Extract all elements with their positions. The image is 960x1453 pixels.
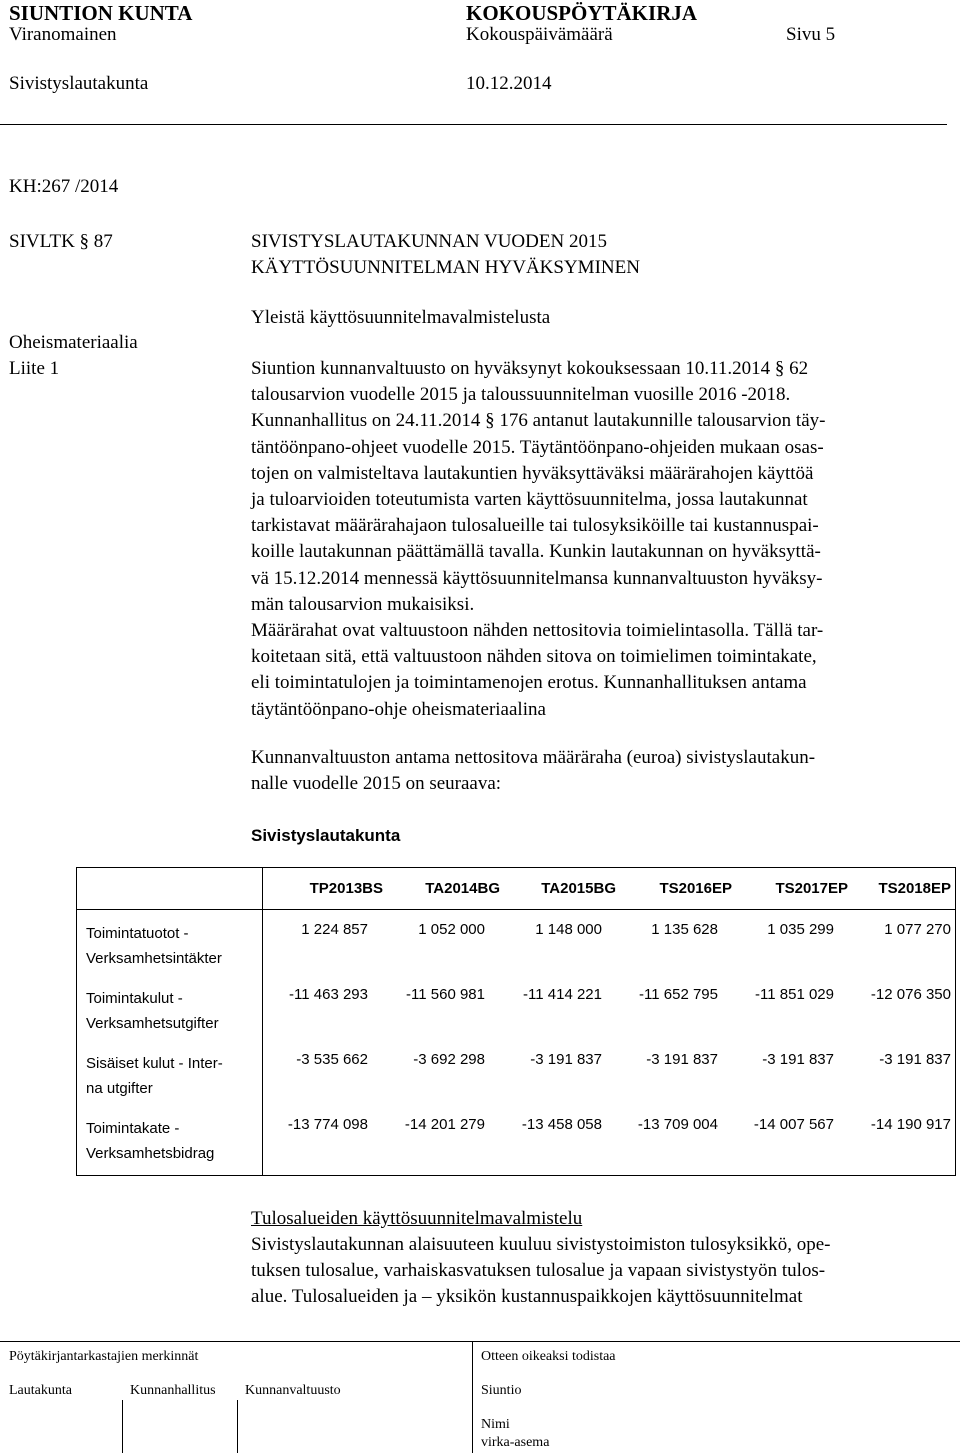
footer-title-label: virka-asema — [481, 1435, 550, 1450]
paragraph-3 — [251, 1232, 941, 1311]
footer-col-divider — [237, 1400, 238, 1453]
table-cell: -14 007 567 — [753, 1116, 834, 1133]
para2-line: nalle vuodelle 2015 on seuraava: — [251, 773, 502, 795]
para1-line: vä 15.12.2014 mennessä käyttösuunnitelmansa kunnanvaltuuston hyväksy- — [251, 567, 823, 589]
row-label-line2: na utgifter — [86, 1080, 153, 1097]
col-header-ta2015bg: TA2015BG — [541, 880, 616, 897]
table-cell: -14 201 279 — [404, 1116, 485, 1133]
table-row-label — [86, 1116, 214, 1166]
case-title-line1: SIVISTYSLAUTAKUNNAN VUODEN 2015 — [251, 231, 607, 252]
table-cell: 1 035 299 — [767, 921, 834, 938]
footer-kunnanhallitus: Kunnanhallitus — [130, 1383, 216, 1398]
table-cell: 1 224 857 — [301, 921, 368, 938]
sivltk-reference: SIVLTK § 87 — [9, 231, 113, 252]
footer-name-label: Nimi — [481, 1417, 510, 1432]
case-title-line2: KÄYTTÖSUUNNITELMAN HYVÄKSYMINEN — [251, 257, 640, 278]
para1-line: täytäntöönpano-ohje oheismateriaalina — [251, 698, 546, 720]
table-column-divider — [262, 868, 263, 1175]
table-cell: -3 191 837 — [762, 1051, 834, 1068]
para1-line: ja tuloarvioiden toteutumista varten käyttösuunnitelma, jossa lautakunnat — [251, 489, 808, 511]
table-cell: 1 148 000 — [535, 921, 602, 938]
row-label-line1: Sisäiset kulut - Inter- — [86, 1055, 223, 1072]
para1-line: tojen on valmisteltava lautakuntien hyväksyttäväksi määrärahojen käyttöä — [251, 462, 814, 484]
table-cell: 1 052 000 — [418, 921, 485, 938]
footer-center-divider — [472, 1341, 473, 1453]
col-header-ts2016ep: TS2016EP — [659, 880, 732, 897]
attachment-ref: Liite 1 — [9, 358, 60, 379]
col-header-ta2014bg: TA2014BG — [425, 880, 500, 897]
header-divider — [0, 124, 947, 125]
footer-place: Siuntio — [481, 1383, 522, 1398]
paragraph-2 — [251, 745, 941, 797]
paragraph-1 — [251, 356, 941, 723]
authority-label: Viranomainen — [9, 24, 117, 45]
table-row-label — [86, 986, 219, 1036]
para3-line: Sivistyslautakunnan alaisuuteen kuuluu sivistystoimiston tulosyksikkö, ope- — [251, 1234, 831, 1255]
finance-table — [76, 867, 956, 1176]
para2-line: Kunnanvaltuuston antama nettositova määräraha (euroa) sivistyslautakun- — [251, 747, 816, 768]
para3-line: alue. Tulosalueiden ja – yksikön kustannuspaikkojen käyttösuunnitelmat — [251, 1286, 803, 1308]
table-cell: -3 191 837 — [646, 1051, 718, 1068]
footer-lautakunta: Lautakunta — [9, 1383, 72, 1398]
para1-line: Kunnanhallitus on 24.11.2014 § 176 antanut lautakunnille talousarvion täy- — [251, 410, 826, 432]
para1-line: eli toimintatulojen ja toimintamenojen erotus. Kunnanhallituksen antama — [251, 672, 807, 694]
footer-divider — [0, 1341, 960, 1342]
table-cell: -13 774 098 — [287, 1116, 368, 1133]
row-label-line2: Verksamhetsutgifter — [86, 1015, 219, 1032]
col-header-tp2013bs: TP2013BS — [309, 880, 383, 897]
para1-line: Siuntion kunnanvaltuusto on hyväksynyt kokouksessaan 10.11.2014 § 62 — [251, 358, 809, 379]
para3-line: tuksen tulosalue, varhaiskasvatuksen tulosalue ja vapaan sivistystyön tulos- — [251, 1260, 826, 1282]
col-header-ts2017ep: TS2017EP — [775, 880, 848, 897]
table-header-divider — [77, 909, 955, 910]
table-cell: -13 709 004 — [637, 1116, 718, 1133]
para1-line: koitetaan sitä, että valtuustoon nähden sitova on toimielimen toimintakate, — [251, 646, 817, 668]
table-cell: 1 135 628 — [651, 921, 718, 938]
table-heading: Sivistyslautakunta — [251, 826, 401, 845]
row-label-line2: Verksamhetsintäkter — [86, 950, 222, 967]
row-label-line2: Verksamhetsbidrag — [86, 1145, 215, 1162]
table-cell: -12 076 350 — [870, 986, 951, 1003]
meeting-date: 10.12.2014 — [466, 73, 552, 94]
section2-heading: Tulosalueiden käyttösuunnitelmavalmistelu — [251, 1208, 583, 1229]
row-label-line1: Toimintakate - — [86, 1120, 180, 1137]
attachments-label: Oheismateriaalia — [9, 332, 138, 353]
table-cell: -3 692 298 — [413, 1051, 485, 1068]
table-cell: 1 077 270 — [884, 921, 951, 938]
row-label-line1: Toimintatuotot - — [86, 925, 189, 942]
table-cell: -3 535 662 — [296, 1051, 368, 1068]
table-cell: -11 560 981 — [406, 986, 485, 1003]
table-cell: -13 458 058 — [521, 1116, 602, 1133]
org-name: SIUNTION KUNTA — [9, 1, 193, 25]
para1-line: tarkistavat määrärahajaon tulosalueille tai tulosyksiköille tai kustannuspai- — [251, 515, 819, 537]
para1-line: koille lautakunnan päättämällä tavalla. Kunkin lautakunnan on hyväksyttä- — [251, 541, 821, 563]
meeting-date-label: Kokouspäivämäärä — [466, 24, 613, 45]
table-cell: -14 190 917 — [870, 1116, 951, 1133]
para1-line: Määrärahat ovat valtuustoon nähden nettositovia toimielintasolla. Tällä tar- — [251, 620, 824, 642]
table-cell: -11 463 293 — [289, 986, 368, 1003]
authority-name: Sivistyslautakunta — [9, 73, 149, 94]
footer-col-divider — [122, 1400, 123, 1453]
footer-kunnanvaltuusto: Kunnanvaltuusto — [245, 1383, 341, 1398]
row-label-line1: Toimintakulut - — [86, 990, 183, 1007]
table-cell: -11 851 029 — [755, 986, 834, 1003]
table-cell: -3 191 837 — [879, 1051, 951, 1068]
section1-heading: Yleistä käyttösuunnitelmavalmistelusta — [251, 307, 551, 328]
kh-reference: KH:267 /2014 — [9, 176, 119, 197]
table-cell: -11 652 795 — [639, 986, 718, 1003]
checkers-label: Pöytäkirjantarkastajien merkinnät — [9, 1349, 199, 1364]
para1-line: täntöönpano-ohjeet vuodelle 2015. Täytäntöönpano-ohjeiden mukaan osas- — [251, 436, 824, 458]
table-row-label — [86, 921, 222, 971]
table-cell: -11 414 221 — [523, 986, 602, 1003]
para1-line: män talousarvion mukaisiksi. — [251, 593, 475, 615]
certified-copy-label: Otteen oikeaksi todistaa — [481, 1349, 616, 1364]
page-number: Sivu 5 — [786, 24, 836, 45]
para1-line: talousarvion vuodelle 2015 ja taloussuunnitelman vuosille 2016 -2018. — [251, 384, 791, 406]
table-cell: -3 191 837 — [530, 1051, 602, 1068]
col-header-ts2018ep: TS2018EP — [878, 880, 951, 897]
document-type: KOKOUSPÖYTÄKIRJA — [466, 1, 698, 25]
table-row-label — [86, 1051, 223, 1101]
